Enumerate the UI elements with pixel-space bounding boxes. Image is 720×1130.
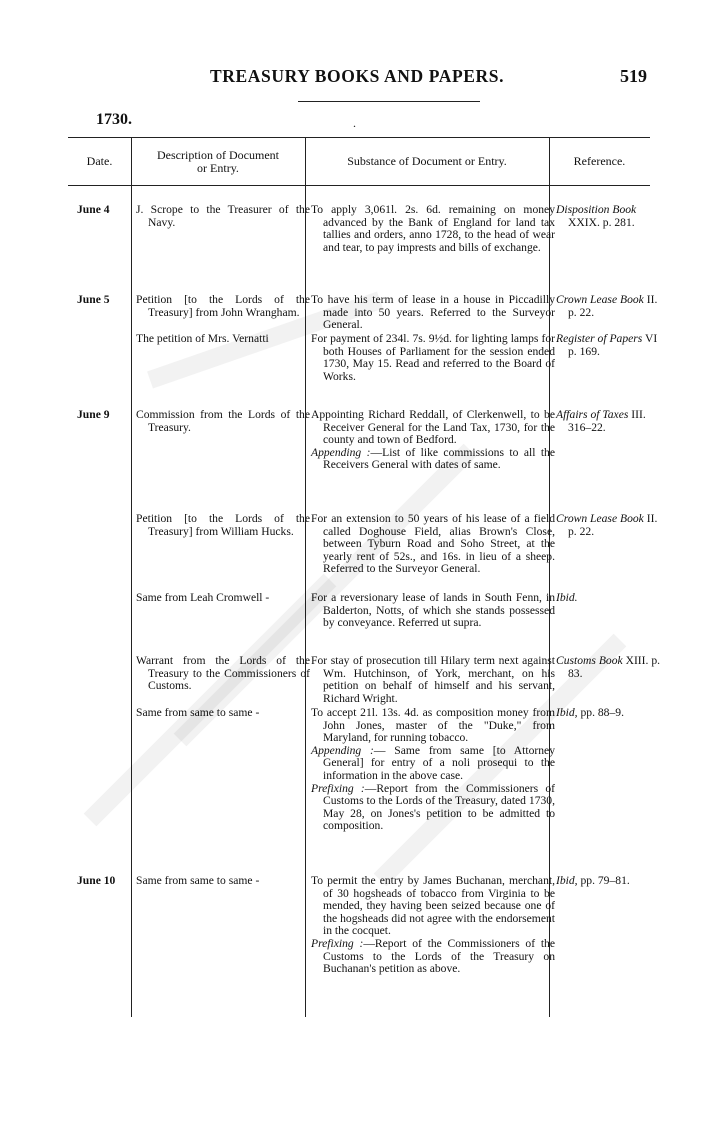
reference-book: Customs Book [556, 654, 623, 667]
reference-page: II. p. 22. [568, 293, 658, 319]
entry-substance [311, 875, 555, 976]
reference-book: Ibid. [556, 591, 578, 604]
page-number: 519 [620, 66, 647, 86]
entry-date: June 5 [77, 293, 110, 306]
col-header-substance: Substance of Document or Entry. [347, 154, 507, 168]
entry-description: Commission from the Lords of the Treasury. [136, 408, 310, 434]
entry-description: Same from same to same - [136, 874, 260, 887]
reference-page: II. p. 22. [568, 512, 658, 538]
reference-book: Disposition Book [556, 203, 637, 216]
reference-page: pp. 88–9. [580, 706, 624, 719]
entry-substance: For stay of prosecution till Hilary term next against Wm. Hutchinson, of York, merchant, on his petition on behalf of himself and his servant, Richard Wright. [311, 654, 555, 705]
entry-description: Same from same to same - [136, 706, 260, 719]
prefixing-text: —Report from the Commissioners of Customs to the Lords of the Treasury, dated 1730, May 28, on Jones's petition to be admitted to composition. [323, 781, 555, 833]
entry-substance [311, 707, 555, 833]
running-title: TREASURY BOOKS AND PAPERS. [210, 66, 505, 86]
entry-substance: To have his term of lease in a house in Piccadilly made into 50 years. Referred to the Surveyor General. [311, 293, 555, 332]
column-divider-1 [131, 137, 132, 1017]
entry-description: Petition [to the Lords of the Treasury] from John Wrangham. [136, 293, 310, 319]
entry-substance: For a reversionary lease of lands in South Fenn, in Balderton, Notts, of which she stands possessed by conveyance. Referred ut supra. [311, 591, 555, 630]
reference-book: Affairs of Taxes [556, 408, 629, 421]
title-rule [298, 101, 480, 102]
reference-book: Register of Papers [556, 332, 643, 345]
entry-reference [556, 333, 664, 358]
entry-reference [556, 409, 664, 434]
entry-substance [311, 409, 555, 472]
reference-page: XXIX. p. 281. [568, 215, 635, 229]
substance-text: To accept 21l. 13s. 4d. as composition money from John Jones, master of the "Duke," from Maryland, for running tobacco. [311, 706, 555, 745]
prefixing-text: —Report of the Commissioners of the Customs to the Lords of the Treasury on Buchanan's petition as above. [323, 936, 555, 976]
col-header-description [131, 149, 305, 175]
stray-dot: . [353, 116, 356, 130]
entry-reference [556, 707, 664, 720]
entry-substance: For payment of 234l. 7s. 9½d. for lighting lamps for both Houses of Parliament for the session ended 1730, May 15. Read and referred to the Board of Works. [311, 332, 555, 383]
col-header-description-line2: or Entry. [197, 161, 239, 175]
table-header-rule [68, 185, 650, 186]
entry-description: Warrant from the Lords of the Treasury to the Commissioners of Customs. [136, 654, 310, 693]
col-header-reference: Reference. [573, 154, 626, 168]
entry-description: Same from Leah Cromwell - [136, 591, 270, 604]
reference-page: III. 316–22. [568, 408, 646, 434]
reference-book: Crown Lease Book [556, 512, 644, 525]
col-header-description-line1: Description of Document [157, 148, 279, 162]
appending-text: —List of like commissions to all the Receivers General with dates of same. [323, 445, 555, 472]
reference-book: Crown Lease Book [556, 293, 644, 306]
appending-label: Appending : [311, 743, 374, 757]
table-top-rule [68, 137, 650, 138]
year-heading: 1730. [96, 111, 132, 128]
reference-page: pp. 79–81. [580, 874, 630, 887]
appending-label: Appending : [311, 445, 371, 459]
appending-text: — Same from same [to Attorney General] for entry of a noli prosequi to the information in the above case. [323, 743, 555, 782]
substance-text: To permit the entry by James Buchanan, merchant, of 30 hogsheads of tobacco from Virginia to be mended, they having been seized because one of the hogsheads did not agree with the endorsement in the cocquet. [311, 874, 555, 938]
running-head [0, 66, 720, 94]
entry-reference [556, 592, 664, 605]
col-header-date: Date. [86, 154, 113, 168]
substance-text: Appointing Richard Reddall, of Clerkenwell, to be Receiver General for the Land Tax, 1730, for the county and town of Bedford. [311, 408, 555, 447]
entry-reference [556, 655, 664, 680]
entry-substance: To apply 3,061l. 2s. 6d. remaining on money advanced by the Bank of England for land tax tallies and orders, anno 1728, to the head of wear and tear, to pay imprests and bills of exchange. [311, 203, 555, 254]
reference-page: VI p. 169. [568, 332, 658, 358]
entry-reference [556, 875, 664, 888]
entry-reference [556, 513, 664, 538]
entry-date: June 9 [77, 408, 110, 421]
reference-book: Ibid, [556, 706, 578, 719]
entry-description: The petition of Mrs. Vernatti [136, 332, 269, 345]
entry-substance: For an extension to 50 years of his lease of a field called Doghouse Field, alias Brown's Close, between Tyburn Road and Soho Street, at the yearly rent of 52s., and 16s. in lieu of a sheep. Referred to the Surveyor General. [311, 512, 555, 576]
entry-reference [556, 294, 664, 319]
prefixing-label: Prefixing : [311, 781, 365, 795]
reference-book: Ibid, [556, 874, 578, 887]
reference-page: XIII. p. 83. [568, 654, 661, 680]
entry-reference [556, 204, 664, 229]
entry-date: June 10 [77, 874, 116, 887]
entry-description: Petition [to the Lords of the Treasury] from William Hucks. [136, 512, 310, 538]
entry-description: J. Scrope to the Treasurer of the Navy. [136, 203, 310, 229]
prefixing-label: Prefixing : [311, 936, 364, 950]
entry-date: June 4 [77, 203, 110, 216]
